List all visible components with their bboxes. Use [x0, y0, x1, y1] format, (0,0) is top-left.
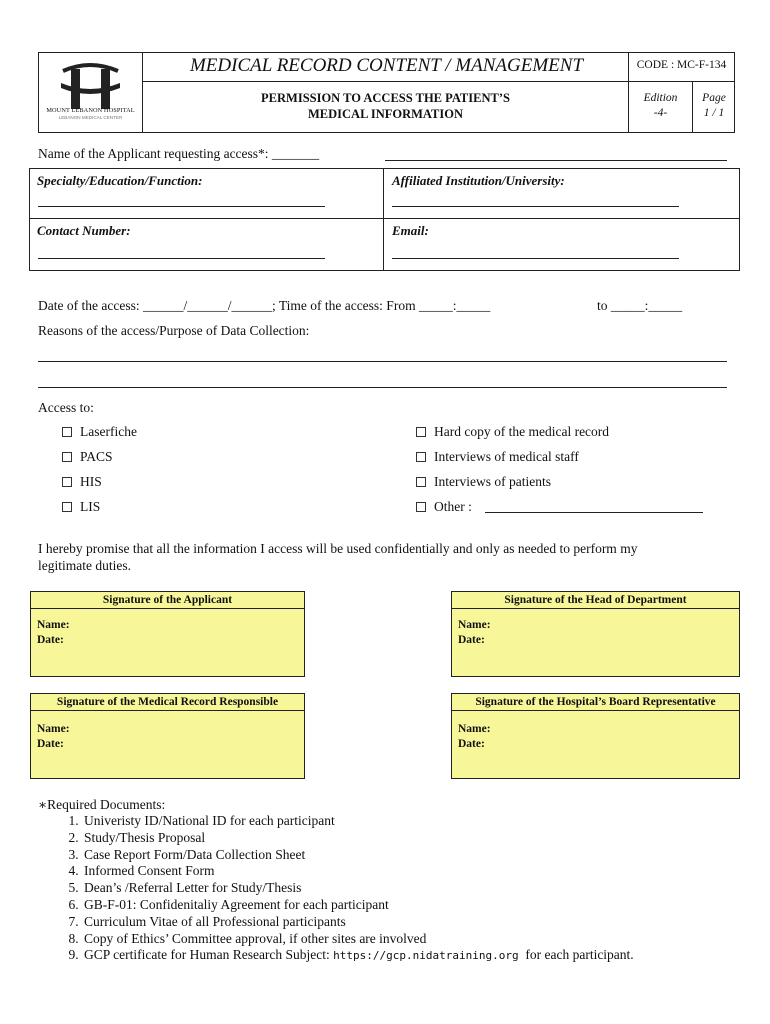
edition-value: -4-: [653, 107, 668, 119]
page-value: 1 / 1: [703, 107, 725, 119]
name-label: Name:: [37, 619, 70, 631]
gcp-link[interactable]: https://gcp.nidatraining.org: [333, 949, 519, 963]
access-date-time-field[interactable]: Date of the access: ______/______/______; Time of the access: From _____:_____: [38, 298, 491, 313]
checkbox[interactable]: [416, 427, 426, 437]
name-label: Name:: [458, 619, 491, 631]
checkbox[interactable]: [62, 502, 72, 512]
checkbox[interactable]: [416, 452, 426, 462]
institution-field[interactable]: [392, 206, 679, 207]
access-option-pacs[interactable]: PACS: [62, 449, 113, 465]
email-field[interactable]: [392, 258, 679, 259]
access-option-his[interactable]: HIS: [62, 474, 102, 490]
access-to-label: Access to:: [38, 400, 94, 415]
medical-record-responsible-signature-box[interactable]: [30, 693, 305, 779]
head-of-department-signature-box[interactable]: [451, 591, 740, 677]
logo-text: MOUNT LEBANON HOSPITAL: [46, 107, 135, 114]
institution-label: Affiliated Institution/University:: [392, 173, 565, 188]
access-time-to-field[interactable]: to _____:_____: [597, 298, 683, 313]
document-header: [38, 52, 735, 133]
checkbox[interactable]: [416, 502, 426, 512]
reasons-label: Reasons of the access/Purpose of Data Collection:: [38, 323, 310, 338]
form-subtitle-line1: PERMISSION TO ACCESS THE PATIENT’S: [261, 91, 510, 105]
board-representative-signature-title: Signature of the Hospital’s Board Representative: [452, 694, 739, 711]
name-label: Name:: [37, 723, 70, 735]
required-documents-list: [58, 813, 634, 965]
access-option-laserfiche[interactable]: Laserfiche: [62, 424, 137, 440]
list-item: 7. Curriculum Vitae of all Professional participants: [82, 914, 634, 931]
list-item: 6. GB-F-01: Confidenitaliy Agreement for each participant: [82, 897, 634, 914]
date-label: Date:: [458, 634, 485, 646]
medical-record-responsible-signature-title: Signature of the Medical Record Responsible: [31, 694, 304, 711]
access-option-hard-copy[interactable]: Hard copy of the medical record: [416, 424, 609, 440]
contact-number-label: Contact Number:: [37, 223, 131, 238]
promise-text-line2: legitimate duties.: [38, 558, 131, 573]
email-label: Email:: [392, 223, 429, 238]
checkbox[interactable]: [62, 427, 72, 437]
access-option-other[interactable]: Other :: [416, 499, 472, 515]
hospital-logo: [39, 53, 142, 132]
list-item: 3. Case Report Form/Data Collection Sheet: [82, 847, 634, 864]
list-item: 8. Copy of Ethics’ Committee approval, if other sites are involved: [82, 931, 634, 948]
date-label: Date:: [37, 634, 64, 646]
date-label: Date:: [37, 738, 64, 750]
form-title: MEDICAL RECORD CONTENT / MANAGEMENT: [189, 55, 584, 76]
list-item: 2. Study/Thesis Proposal: [82, 830, 634, 847]
board-representative-signature-box[interactable]: [451, 693, 740, 779]
edition-label: Edition: [643, 92, 678, 104]
reasons-line-1[interactable]: [38, 361, 727, 362]
applicant-info-grid: [29, 168, 740, 271]
hospital-logo-icon: [39, 57, 142, 113]
required-documents-title: ∗Required Documents:: [38, 797, 166, 812]
page-label: Page: [702, 92, 726, 104]
access-option-lis[interactable]: LIS: [62, 499, 100, 515]
reasons-line-2[interactable]: [38, 387, 727, 388]
checkbox[interactable]: [62, 452, 72, 462]
applicant-signature-box[interactable]: [30, 591, 305, 677]
list-item: 4. Informed Consent Form: [82, 863, 634, 880]
list-item: 5. Dean’s /Referral Letter for Study/Thesis: [82, 880, 634, 897]
form-subtitle-line2: MEDICAL INFORMATION: [308, 107, 463, 121]
access-option-staff-interviews[interactable]: Interviews of medical staff: [416, 449, 579, 465]
contact-number-field[interactable]: [38, 258, 325, 259]
promise-text-line1: I hereby promise that all the information I access will be used confidentially and only as needed to perform my: [38, 541, 638, 556]
other-field[interactable]: [485, 512, 703, 513]
list-item: 1. Univeristy ID/National ID for each participant: [82, 813, 634, 830]
name-label: Name:: [458, 723, 491, 735]
logo-subtext: LEBANON MEDICAL CENTER: [58, 115, 123, 120]
specialty-field[interactable]: [38, 206, 325, 207]
checkbox[interactable]: [62, 477, 72, 487]
form-code: CODE : MC-F-134: [636, 59, 727, 71]
specialty-label: Specialty/Education/Function:: [37, 173, 203, 188]
checkbox[interactable]: [416, 477, 426, 487]
applicant-signature-title: Signature of the Applicant: [31, 592, 304, 609]
head-of-department-signature-title: Signature of the Head of Department: [452, 592, 739, 609]
applicant-name-field[interactable]: [385, 160, 727, 161]
applicant-name-label: Name of the Applicant requesting access*: _______: [38, 146, 320, 161]
list-item: 9. GCP certificate for Human Research Subject: https://gcp.nidatraining.org for each participant.: [82, 947, 634, 965]
date-label: Date:: [458, 738, 485, 750]
access-option-patient-interviews[interactable]: Interviews of patients: [416, 474, 551, 490]
